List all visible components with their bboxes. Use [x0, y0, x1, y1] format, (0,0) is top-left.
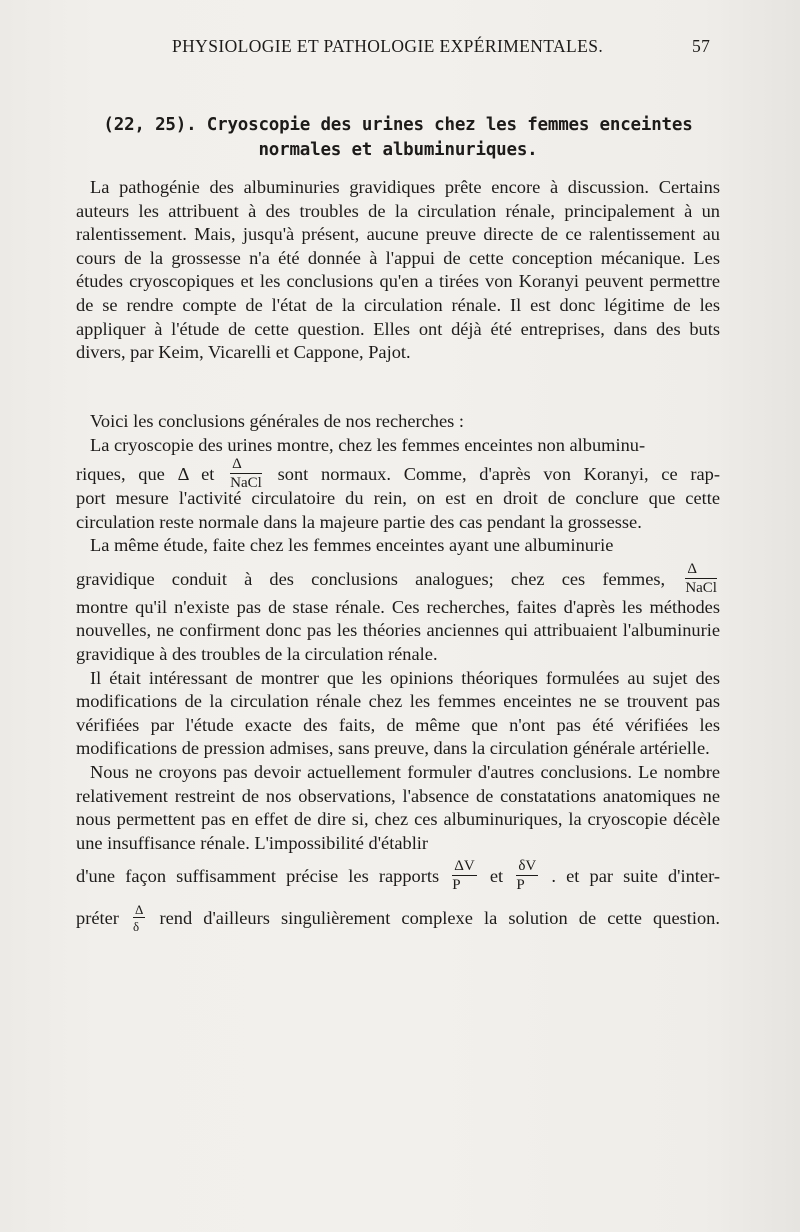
paragraph-4-rest: montre qu'il n'existe pas de stase rénale. Ces recherches, faites d'après les méthodes nouvelles, ne confirment donc pas les théories anciennes qui attribuaient l'albuminurie gravidique à des troubles de la circulation rénale. [76, 596, 720, 664]
fraction-delta-v-p [452, 859, 476, 893]
paragraph-albuminurie [76, 534, 720, 558]
section-title-line-1: (22, 25). Cryoscopie des urines chez les femmes enceintes [103, 115, 693, 135]
running-header [0, 36, 800, 60]
fraction-numerator: Δ [685, 562, 717, 579]
fraction-delta-small-delta [133, 903, 145, 933]
formula-text-before: gravidique conduit à des conclusions analogues; chez ces femmes, [76, 568, 666, 589]
formula-text-before: riques, que Δ et [76, 464, 215, 485]
fraction-denominator: δ [133, 919, 140, 935]
body-text-main [76, 410, 720, 939]
fraction-numerator: Δ [135, 902, 144, 918]
formula-text-after: rend d'ailleurs singulièrement complexe la solution de cette question. [159, 908, 720, 929]
paragraph-pathogenie: La pathogénie des albuminuries gravidiques prête encore à discussion. Certains auteurs les attribuent à des troubles de la circulation rénale, principalement à un ralentissement. Mais, jusqu'à présent, aucune preuve directe de ce ralentissement au cours de la grossesse n'a été donnée à l'appui de cette conception mécanique. Les études cryoscopiques et les conclusions qu'en a tirées von Koranyi peuvent permettre de se rendre compte de l'état de la circulation rénale. Il est donc légitime de les appliquer à l'étude de cette question. Elles ont déjà été entreprises, dans des buts divers, par Keim, Vicarelli et Cappone, Pajot. [76, 177, 720, 363]
paragraph-nous-ne-croyons: Nous ne croyons pas devoir actuellement formuler d'autres conclusions. Le nombre relativement restreint de nos observations, l'absence de constatations anatomiques ne nous permettent pas en effet de dire si, chez ces albuminuriques, la cryoscopie décèle une insuffisance rénale. L'impossibilité d'établir [76, 761, 720, 853]
page-number: 57 [692, 36, 711, 56]
fraction-denominator: P [452, 877, 461, 894]
fraction-denominator: NaCl [230, 474, 262, 491]
formula-text-before: préter [76, 908, 119, 929]
fraction-delta-nacl [685, 562, 717, 596]
formula-line-3 [76, 855, 720, 897]
formula-line-2 [76, 558, 720, 600]
section-title [76, 113, 720, 163]
paragraph-conclusions-intro: Voici les conclusions générales de nos recherches : [90, 411, 464, 431]
formula-line-4 [76, 897, 720, 939]
fraction-denominator: P [516, 877, 525, 894]
formula-text-after: . et par suite d'inter- [551, 866, 720, 887]
body-text-top [76, 176, 720, 365]
fraction-denominator: NaCl [685, 579, 717, 596]
paragraph-opinions-theoriques: Il était intéressant de montrer que les opinions théoriques formulées au sujet des modifications de la circulation rénale chez les femmes enceintes ne se trouvent pas vérifiées par l'étude exacte des faits, de même que n'ont pas été vérifiées les modifications de pression admises, sans preuve, dans la circulation générale artérielle. [76, 667, 720, 759]
formula-text-before: d'une façon suffisamment précise les rapports [76, 866, 440, 887]
paragraph-cryoscopie-normales [76, 434, 720, 458]
fraction-numerator: Δ [230, 457, 262, 474]
paragraph-3-line-1: La cryoscopie des urines montre, chez les femmes enceintes non albuminu- [90, 434, 646, 455]
paragraph-3-rest: port mesure l'activité circulatoire du rein, on est en droit de conclure que cette circulation reste normale dans la majeure partie des cas pendant la grossesse. [76, 487, 720, 532]
running-title: PHYSIOLOGIE ET PATHOLOGIE EXPÉRIMENTALES. [172, 36, 604, 56]
paragraph-4-line-1: La même étude, faite chez les femmes enceintes ayant une albuminurie [90, 535, 614, 556]
formula-text-after: sont normaux. Comme, d'après von Koranyi, ce rap- [277, 464, 720, 485]
formula-text-middle: et [489, 866, 504, 887]
fraction-small-delta-v-p [516, 859, 538, 893]
fraction-delta-nacl [230, 457, 262, 491]
fraction-numerator: ΔV [454, 858, 475, 875]
fraction-numerator: δV [518, 858, 537, 875]
section-title-line-2: normales et albuminuriques. [258, 140, 538, 160]
